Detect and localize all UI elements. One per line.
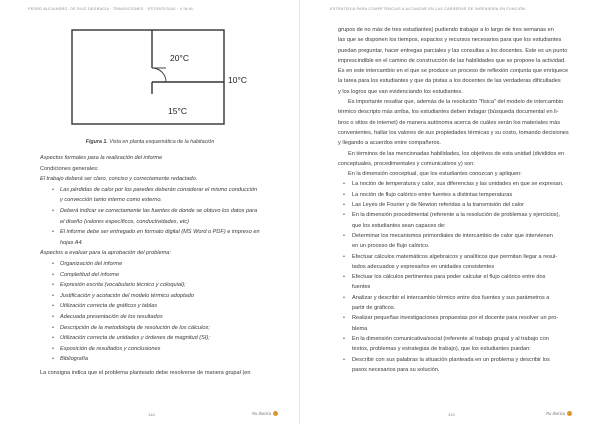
list-item: • La noción de flujo calórico entre fuentes a distintas temperaturas (338, 190, 572, 200)
list-item: • La noción de temperatura y calor, sus diferencias y las unidades en que se expresan. (338, 179, 572, 189)
footer-brand-left (252, 411, 278, 416)
list-item-continued: pasos necesarios para su solución. (352, 366, 440, 373)
paragraph-line: y llegando a acuerdos entre compañeros. (338, 140, 441, 147)
list-item-continued: hojas A4. (60, 239, 84, 246)
section-heading: Aspectos a evaluar para la aprobación del problema: (40, 250, 171, 257)
list-item: • Bibliografía (40, 354, 278, 365)
list-item: • Analizar y describir el intercambio térmico entre dos fuentes y sus parámetros a (338, 293, 572, 303)
footer-brand-text: Ru Iberica (546, 411, 566, 416)
paragraph-line: las que se disponen los tiempos, espacios y recursos necesarios para que los estudiantes (338, 37, 562, 44)
room-plan-figure (64, 24, 254, 131)
list-item: • Adecuada presentación de los resultados (40, 312, 278, 323)
list-item: • Utilización correcta de unidades y órdenes de magnitud (SI); (40, 333, 278, 344)
list-item: • Efectuar cálculos matemáticos algebraicos y analíticos que permitan llegar a resul- (338, 252, 572, 262)
running-head-right: ESTRATEGIA PARA COMPETENCIAS A ALCANZAR EN LAS CARRERAS DE INGENIERÍA EN FUNCIÓN (330, 7, 526, 11)
paragraph-line: imprescindible en el camino de construcción de las habilidades que se propone la actividad. (338, 57, 566, 64)
list-item-continued: partir de gráficos. (352, 305, 396, 312)
outer-wall (72, 30, 224, 124)
caption-text: Vista en planta esquemática de la habitación (107, 139, 215, 145)
list-item: • El informe debe ser entregado en formato digital (MS Word o PDF) e impreso en (40, 227, 278, 238)
paragraph-line: convenientes, hallar los valores de sus propiedades térmicas y su costo, tomando decisiones (338, 129, 569, 136)
brand-logo-icon (567, 411, 572, 416)
paragraph-line: y los logros que van evidenciando los estudiantes. (338, 88, 463, 95)
list-item: • Descripción de la metodología de resolución de los cálculos; (40, 323, 278, 334)
list-item: • Justificación y acotación del modelo térmico adoptado (40, 291, 278, 302)
section-heading: Aspectos formales para la realización del informe (40, 155, 163, 161)
room-plan-drawing (64, 24, 254, 131)
paragraph-line: Condiciones generales: (40, 165, 99, 172)
page-number-right: 315 (448, 412, 455, 417)
list-item-continued: en un proceso de flujo calórico. (352, 243, 430, 250)
list-item-continued: fuentes (352, 284, 371, 291)
list-item-continued: y convección tanto interno como externo. (60, 197, 162, 204)
paragraph-line: En términos de las mencionadas habilidades, los objetivos de esta unidad (divididos en (348, 150, 565, 157)
list-item: • Las Leyes de Fourier y de Newton referidas a la transmisión del calor (338, 200, 572, 210)
list-item: • Describir con sus palabras la situación planteada en un problema y describir los (338, 355, 572, 365)
room-top-temperature: 20°C (170, 53, 189, 63)
list-item: • Determinar los mecanismos primordiales de intercambio de calor que intervienen (338, 231, 572, 241)
paragraph-line: conceptuales, procedimentales y comunicativos y) son: (338, 160, 475, 167)
list-item: • Las pérdidas de calor por los paredes deberán considerar el mismo conducción (40, 185, 278, 196)
paragraph-line: grupos de no más de tres estudiantes) pudiendo trabajar a lo largo de tres semanas en (338, 27, 554, 33)
list-item: • En la dimensión procedimental (referente a la resolución de problemas y ejercicios), (338, 210, 572, 220)
list-item-continued: el diseño (valores específicos, conductividades, etc) (60, 218, 190, 225)
page-gutter (299, 0, 300, 424)
paragraph-line: la tarea para los estudiantes y que da pistas a los docentes de las verdaderas dificultades (338, 78, 561, 85)
paragraph-line: La consigna indica que el problema planteado debe resolverse de manera grupal (en (40, 369, 251, 376)
paragraph-line: Es en este intercambio en el que se produce un proceso de reflexión conjunta que enriquece (338, 68, 569, 75)
page-number-left: 148 (148, 412, 155, 417)
footer-brand-text: Ru Iberica (252, 411, 272, 416)
running-head-left: PEDRO ALEJANDRO, DE RUIZ DEGRACIA · TRANSICIONES · ESTRATEGIAS · 4 IN AL (28, 7, 194, 11)
outside-temperature: 10°C (228, 75, 247, 85)
door-swing-icon (152, 68, 166, 82)
list-item: • Utilización correcta de gráficos y tablas (40, 301, 278, 312)
paragraph-line: El trabajo deberá ser claro, conciso y correctamente redactado. (40, 176, 198, 183)
list-item: • Expresión escrita (vocabulario técnico y coloquial); (40, 280, 278, 291)
paragraph-line: puedan preguntar, hacer entregas parciales y las consultas a los docentes. Este es un punto (338, 47, 568, 54)
room-bottom-temperature: 15°C (168, 106, 187, 116)
list-item: • Organización del informe (40, 259, 278, 270)
footer-brand-right (546, 411, 572, 416)
list-item: • Efectuar los cálculos pertinentes para poder calcular el flujo calórico entre dos (338, 272, 572, 282)
list-item: • En la dimensión comunicativa/social (referente al trabajo grupal y al trabajo con (338, 334, 572, 344)
caption-label: Figura 1. (85, 139, 108, 145)
left-body-text (40, 153, 278, 378)
right-body-text (338, 25, 572, 375)
list-item: • Exposición de resultados y conclusiones (40, 344, 278, 355)
paragraph-line: térmico descripto más arriba, los estudiantes deben indagar (búsqueda documental en li- (338, 109, 559, 116)
paragraph-line: En la dimensión conceptual, que los estudiantes conozcan y apliquen: (348, 171, 522, 178)
list-item-continued: blema (352, 325, 368, 332)
paragraph-line: bros o sitios de internet) de manera autónoma acerca de cuáles serán los materiales más (338, 119, 560, 126)
list-item: • Completitud del informe (40, 270, 278, 281)
list-item-continued: que los estudiantes sean capaces de: (352, 222, 446, 229)
figure-caption (32, 139, 268, 145)
list-item-continued: textos, problemas y estrategias de trabajo), que los estudiantes puedan: (352, 346, 531, 353)
list-item-continued: tados adecuados y expresarlos en unidades consistentes (352, 263, 495, 270)
brand-logo-icon (273, 411, 278, 416)
paragraph-line: Es importante resaltar que, además de la resolución "física" del modelo de intercambio (348, 99, 564, 106)
list-item: • Deberá indicar se correctamente las fuentes de donde se obtuvo los datos para (40, 206, 278, 217)
list-item: • Realizar pequeñas investigaciones propuestas por el docente para resolver un pro- (338, 313, 572, 323)
